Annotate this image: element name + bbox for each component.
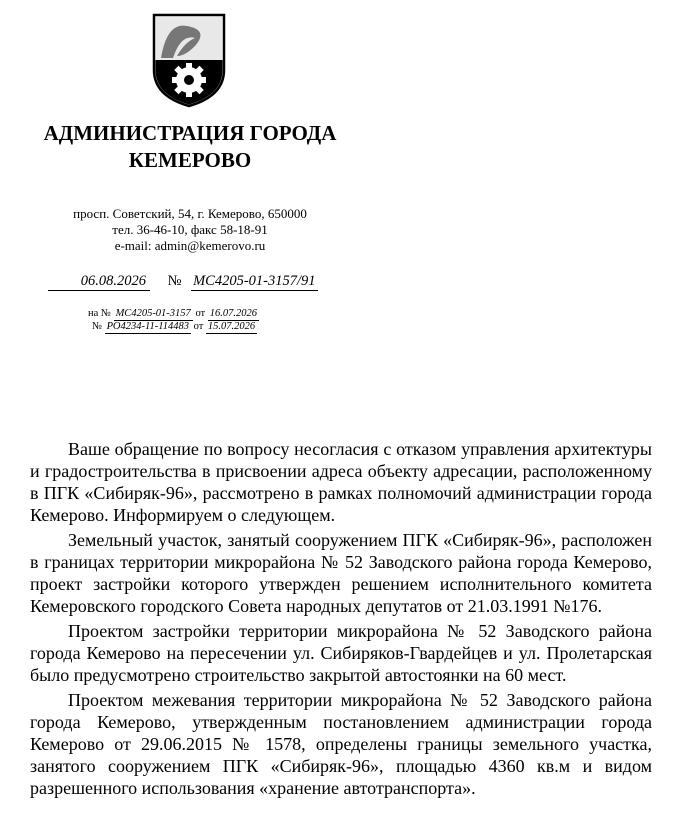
reference-number: МС4205-01-3157 xyxy=(115,308,191,319)
contact-info xyxy=(30,206,350,254)
letter-body xyxy=(30,438,652,802)
reference-prefix: № xyxy=(92,321,103,332)
reference-from: от xyxy=(195,308,206,319)
registration-date: 06.08.2026 xyxy=(48,273,150,291)
registration-line xyxy=(48,273,318,291)
number-sign: № xyxy=(167,273,182,289)
reference-prefix: на № xyxy=(88,308,111,319)
reference-number: РО4234-11-114483 xyxy=(106,321,189,332)
paragraph: Проектом застройки территории микрорайона № 52 Заводского района города Кемерово на пересечении ул. Сибиряков-Гвардейцев и ул. Пролетарская было предусмотрено строительство закрытой автостоянки на 60 мест. xyxy=(30,621,652,685)
organization-title xyxy=(30,120,350,174)
reference-block xyxy=(88,308,259,334)
email: e-mail: admin@kemerovo.ru xyxy=(114,238,266,253)
paragraph: Земельный участок, занятый сооружением ПГК «Сибиряк-96», расположен в границах территории микрорайона № 52 Заводского района города Кемерово, проект застройки которого утвержден решением исполнительного комитета Кемеровского городского Совета народных депутатов от 21.03.1991 №176. xyxy=(30,530,652,616)
paragraph: Проектом межевания территории микрорайона № 52 Заводского района города Кемерово, утвержденным постановлением администрации города Кемерово от 29.06.2015 № 1578, определены границы земельного участка, занятого сооружением ПГК «Сибиряк-96», площадью 4360 кв.м и видом разрешенного использования «хранение автотранспорта». xyxy=(30,690,652,798)
phone-fax: тел. 36-46-10, факс 58-18-91 xyxy=(112,222,268,237)
org-title-line-1: АДМИНИСТРАЦИЯ ГОРОДА xyxy=(43,121,337,145)
address: просп. Советский, 54, г. Кемерово, 650000 xyxy=(73,206,307,221)
paragraph: Ваше обращение по вопросу несогласия с отказом управления архитектуры и градостроительства в присвоении адреса объекту адресации, расположенному в ПГК «Сибиряк-96», рассмотрено в рамках полномочий администрации города Кемерово. Информируем о следующем. xyxy=(30,439,652,525)
reference-date: 15.07.2026 xyxy=(207,321,256,332)
reference-from: от xyxy=(193,321,204,332)
registration-number: МС4205-01-3157/91 xyxy=(193,273,316,289)
reference-row xyxy=(88,308,259,321)
reference-row xyxy=(88,321,259,334)
kemerovo-coat-of-arms-icon xyxy=(151,12,227,108)
org-title-line-2: КЕМЕРОВО xyxy=(128,148,252,172)
reference-date: 16.07.2026 xyxy=(209,308,258,319)
